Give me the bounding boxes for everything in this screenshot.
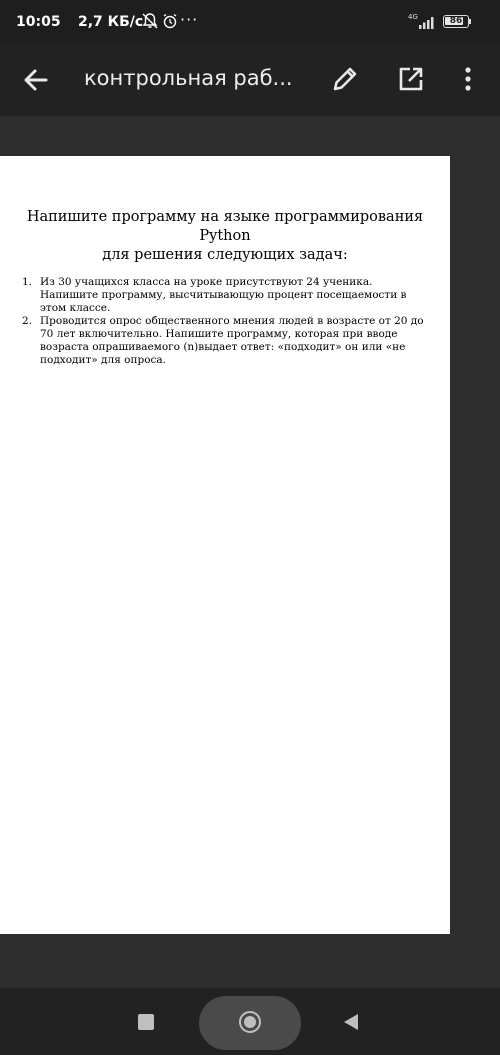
open-external-icon[interactable] xyxy=(396,64,426,94)
status-time: 10:05 xyxy=(16,14,61,30)
battery-tip xyxy=(469,19,471,24)
document-title: контрольная раб... xyxy=(84,66,293,90)
bell-off-icon xyxy=(141,12,159,30)
task-number: 2. xyxy=(22,315,33,327)
more-vert-icon[interactable] xyxy=(458,64,478,94)
more-notifications-icon: ··· xyxy=(180,10,199,29)
battery-percent: 86 xyxy=(449,16,463,26)
edit-pencil-icon[interactable] xyxy=(330,64,360,94)
recents-square-icon[interactable] xyxy=(138,1014,154,1030)
system-nav-bar xyxy=(0,988,500,1055)
task-text: Из 30 учащихся класса на уроке присутствуют 24 ученика. Напишите программу, высчитывающую процент посещаемости в этом классе. xyxy=(40,276,407,314)
back-arrow-icon[interactable] xyxy=(20,64,52,96)
battery-icon xyxy=(443,15,469,28)
heading-line-1: Напишите программу на языке программирования Python xyxy=(26,209,424,244)
document-viewer[interactable] xyxy=(0,116,500,988)
status-bar xyxy=(0,0,500,44)
alarm-icon xyxy=(162,13,178,29)
back-triangle-icon[interactable] xyxy=(343,1013,359,1031)
home-circle-icon[interactable] xyxy=(238,1010,262,1034)
task-text: Проводится опрос общественного мнения людей в возрасте от 20 до 70 лет включительно. Напишите программу, которая при вводе возраста опрашиваемого (n)выдает ответ: «подходит» он или «не подходит» для опроса. xyxy=(40,315,424,366)
document-page[interactable] xyxy=(0,156,450,934)
status-network-speed: 2,7 КБ/с xyxy=(78,14,144,30)
document-heading xyxy=(10,208,440,265)
task-item xyxy=(22,315,432,367)
task-number: 1. xyxy=(22,276,33,288)
heading-line-2: для решения следующих задач: xyxy=(102,247,348,263)
signal-strength-icon xyxy=(418,15,436,29)
task-item xyxy=(22,276,432,315)
network-type-label: 4G xyxy=(408,13,418,21)
task-list xyxy=(22,276,432,367)
app-toolbar xyxy=(0,44,500,116)
